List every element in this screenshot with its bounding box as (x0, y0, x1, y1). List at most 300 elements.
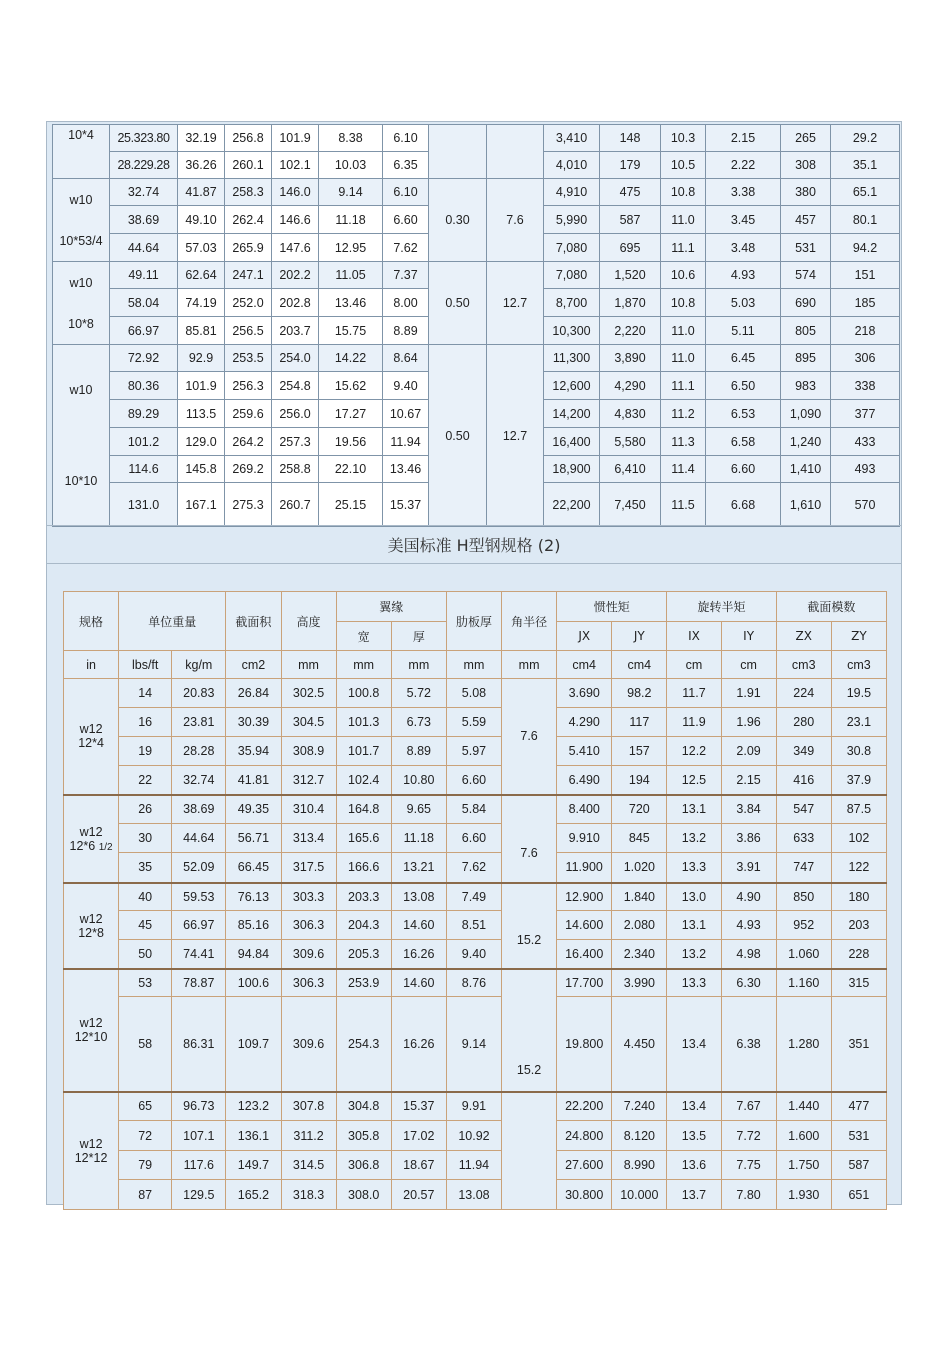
table-cell: 58 (119, 997, 172, 1092)
table-cell: 66.97 (110, 317, 178, 345)
section-title: 美国标准 H型钢规格 (2) (47, 525, 901, 564)
table-cell: 13.08 (391, 883, 446, 911)
table-cell: 100.8 (336, 679, 391, 708)
table-row (64, 883, 887, 911)
document-panel (46, 121, 902, 1205)
header-height: 高度 (281, 592, 336, 651)
table-cell: 1.840 (612, 883, 667, 911)
table-cell: 5.97 (446, 737, 501, 766)
table-cell: 317.5 (281, 853, 336, 883)
table-cell: 1,410 (781, 456, 831, 483)
table-cell: 15.37 (383, 483, 429, 527)
table-cell: 8.76 (446, 969, 501, 997)
table-cell: 4,010 (544, 152, 600, 179)
web-thickness-cell (429, 125, 487, 179)
spec-label-b (53, 474, 109, 488)
unit-cell: cm3 (831, 651, 886, 679)
table-cell: 256.3 (225, 372, 272, 400)
spec-label-b (53, 234, 109, 248)
table-cell: 10.3 (661, 125, 706, 152)
table-cell: 164.8 (336, 795, 391, 824)
table-cell: 30 (119, 824, 172, 853)
table-cell: 79 (119, 1151, 172, 1180)
radius-cell: 7.6 (487, 179, 544, 262)
table-cell: 11.900 (557, 853, 612, 883)
table-cell: 6.30 (721, 969, 776, 997)
table-cell: 10.5 (661, 152, 706, 179)
table-cell: 587 (831, 1151, 886, 1180)
table-cell: 80.1 (831, 206, 900, 234)
table-cell: 318.3 (281, 1180, 336, 1210)
table-row (53, 125, 900, 152)
spec-label-a: w10 (69, 383, 93, 398)
table-cell: 11.0 (661, 345, 706, 372)
table-cell: 3.690 (557, 679, 612, 708)
table-cell: 4.290 (557, 708, 612, 737)
table-cell: 258.3 (225, 179, 272, 206)
spec-label-stack (53, 345, 109, 526)
table-cell: 10.000 (612, 1180, 667, 1210)
top-table (52, 124, 900, 527)
spec-label-a: w12 (79, 722, 103, 737)
table-cell: 7.72 (721, 1121, 776, 1151)
table-cell: 306 (831, 345, 900, 372)
table-cell: 78.87 (172, 969, 226, 997)
spec-cell (53, 125, 110, 179)
table-cell: 3.990 (612, 969, 667, 997)
table-cell: 10.8 (661, 179, 706, 206)
table-cell: 7.49 (446, 883, 501, 911)
table-cell: 2,220 (600, 317, 661, 345)
table-cell: 114.6 (110, 456, 178, 483)
table-cell: 30.800 (557, 1180, 612, 1210)
table-cell: 74.41 (172, 940, 226, 969)
table-cell: 1,520 (600, 262, 661, 289)
table-cell: 303.3 (281, 883, 336, 911)
header-spec: 规格 (64, 592, 119, 651)
table-cell: 149.7 (226, 1151, 281, 1180)
table-cell: 850 (776, 883, 831, 911)
unit-cell: mm (391, 651, 446, 679)
table-cell: 247.1 (225, 262, 272, 289)
table-cell: 16,400 (544, 428, 600, 456)
table-cell: 12.2 (667, 737, 721, 766)
table-cell: 312.7 (281, 766, 336, 795)
table-cell: 25.323.80 (110, 125, 178, 152)
table-cell: 309.6 (281, 940, 336, 969)
spec-label-b (64, 1030, 118, 1044)
table-cell: 15.75 (319, 317, 383, 345)
table-cell: 12.900 (557, 883, 612, 911)
table-cell: 203.7 (272, 317, 319, 345)
table-cell: 30.39 (226, 708, 281, 737)
spec-label-stack (53, 179, 109, 261)
table-cell: 11.1 (661, 234, 706, 262)
units-row (64, 651, 887, 679)
table-cell: 9.65 (391, 795, 446, 824)
spec-label-stack (64, 1137, 118, 1165)
table-cell: 315 (831, 969, 886, 997)
table-cell: 349 (776, 737, 831, 766)
table-cell: 19.56 (319, 428, 383, 456)
table-cell: 306.3 (281, 969, 336, 997)
spec-label-b (53, 317, 109, 331)
table-cell: 44.64 (110, 234, 178, 262)
table-cell: 256.8 (225, 125, 272, 152)
table-row (64, 1151, 887, 1180)
table-cell: 113.5 (178, 400, 225, 428)
spec-label-a: w12 (79, 1016, 103, 1030)
table-cell: 7,450 (600, 483, 661, 527)
spec-cell (64, 883, 119, 969)
table-cell: 845 (612, 824, 667, 853)
table-cell: 5.59 (446, 708, 501, 737)
table-cell: 983 (781, 372, 831, 400)
spec-cell (64, 1092, 119, 1210)
table-cell: 8.51 (446, 911, 501, 940)
table-cell: 257.3 (272, 428, 319, 456)
table-cell: 6.58 (706, 428, 781, 456)
table-cell: 19.800 (557, 997, 612, 1092)
table-cell: 13.5 (667, 1121, 721, 1151)
table-cell: 6.60 (446, 824, 501, 853)
table-cell: 66.97 (172, 911, 226, 940)
table-cell: 3.91 (721, 853, 776, 883)
spec-label-b-main: 10*53/4 (59, 233, 103, 248)
table-cell: 547 (776, 795, 831, 824)
table-row (64, 997, 887, 1092)
table-cell: 306.3 (281, 911, 336, 940)
table-row (64, 766, 887, 795)
table-cell: 13.46 (383, 456, 429, 483)
table-cell: 76.13 (226, 883, 281, 911)
table-cell: 26.84 (226, 679, 281, 708)
table-cell: 16.26 (391, 997, 446, 1092)
table-cell: 74.19 (178, 289, 225, 317)
header-web: 肋板厚 (446, 592, 501, 651)
table-cell: 13.08 (446, 1180, 501, 1210)
table-cell: 58.04 (110, 289, 178, 317)
table-row (64, 679, 887, 708)
table-cell: 18,900 (544, 456, 600, 483)
table-cell: 493 (831, 456, 900, 483)
table-cell: 165.2 (226, 1180, 281, 1210)
table-cell: 22.10 (319, 456, 383, 483)
header-inertia: 惯性矩 (557, 592, 667, 622)
table-cell: 260.7 (272, 483, 319, 527)
table-cell: 148 (600, 125, 661, 152)
table-cell: 306.8 (336, 1151, 391, 1180)
table-cell: 10.92 (446, 1121, 501, 1151)
table-cell: 252.0 (225, 289, 272, 317)
table-cell: 9.40 (446, 940, 501, 969)
table-cell: 26 (119, 795, 172, 824)
table-cell: 6.73 (391, 708, 446, 737)
table-cell: 952 (776, 911, 831, 940)
table-cell: 9.14 (446, 997, 501, 1092)
spec-label-a: 10*4 (68, 128, 94, 142)
spec-label-stack (64, 912, 118, 940)
table-cell: 11.94 (383, 428, 429, 456)
table-row (53, 262, 900, 289)
table-cell: 22,200 (544, 483, 600, 527)
table-cell: 13.6 (667, 1151, 721, 1180)
spec-label-stack (64, 722, 118, 750)
table-cell: 264.2 (225, 428, 272, 456)
table-cell: 2.080 (612, 911, 667, 940)
table-cell: 28.28 (172, 737, 226, 766)
table-cell: 85.16 (226, 911, 281, 940)
table-cell: 146.0 (272, 179, 319, 206)
table-cell: 570 (831, 483, 900, 527)
table-cell: 5.03 (706, 289, 781, 317)
unit-cell: mm (336, 651, 391, 679)
table-cell: 3.38 (706, 179, 781, 206)
table-cell: 92.9 (178, 345, 225, 372)
table-cell: 52.09 (172, 853, 226, 883)
table-row (64, 940, 887, 969)
spec-cell (53, 345, 110, 527)
radius-cell: 15.2 (502, 969, 557, 1092)
table-cell: 3.48 (706, 234, 781, 262)
table-cell: 123.2 (226, 1092, 281, 1121)
table-cell: 1.91 (721, 679, 776, 708)
table-cell: 6.10 (383, 125, 429, 152)
table-row (53, 179, 900, 206)
table-cell: 7,080 (544, 234, 600, 262)
table-cell: 651 (831, 1180, 886, 1210)
table-cell: 72 (119, 1121, 172, 1151)
table-cell: 254.0 (272, 345, 319, 372)
table-cell: 41.87 (178, 179, 225, 206)
table-cell: 4.90 (721, 883, 776, 911)
table-cell: 313.4 (281, 824, 336, 853)
table-cell: 13.7 (667, 1180, 721, 1210)
spec-label-b (64, 839, 118, 853)
table-cell: 531 (781, 234, 831, 262)
table-cell: 262.4 (225, 206, 272, 234)
spec-label-b-main: 10*10 (64, 473, 98, 488)
table-cell: 50 (119, 940, 172, 969)
spec-label-a: w12 (79, 824, 103, 839)
table-cell: 11.18 (391, 824, 446, 853)
table-cell: 1.96 (721, 708, 776, 737)
table-cell: 131.0 (110, 483, 178, 527)
table-cell: 587 (600, 206, 661, 234)
spec-label-b-main: 12*6 (69, 838, 96, 853)
table-cell: 10.6 (661, 262, 706, 289)
table-cell: 633 (776, 824, 831, 853)
table-cell: 1,240 (781, 428, 831, 456)
table-cell: 7.240 (612, 1092, 667, 1121)
header-jy: JY (612, 622, 667, 651)
unit-cell: lbs/ft (119, 651, 172, 679)
table-cell: 56.71 (226, 824, 281, 853)
table-cell: 1.160 (776, 969, 831, 997)
table-cell: 11.3 (661, 428, 706, 456)
table-cell: 11.7 (667, 679, 721, 708)
table-cell: 11.1 (661, 372, 706, 400)
header-unit-weight: 单位重量 (119, 592, 226, 651)
table-cell: 7.67 (721, 1092, 776, 1121)
table-cell: 8.400 (557, 795, 612, 824)
table-cell: 12,600 (544, 372, 600, 400)
table-cell: 32.74 (110, 179, 178, 206)
table-cell: 8.00 (383, 289, 429, 317)
table-cell: 45 (119, 911, 172, 940)
table-cell: 1.930 (776, 1180, 831, 1210)
table-cell: 62.64 (178, 262, 225, 289)
table-cell: 203.3 (336, 883, 391, 911)
table-cell: 338 (831, 372, 900, 400)
table-cell: 101.9 (272, 125, 319, 152)
table-cell: 11.9 (667, 708, 721, 737)
table-cell: 6,410 (600, 456, 661, 483)
table-cell: 102.1 (272, 152, 319, 179)
table-cell: 122 (831, 853, 886, 883)
table-cell: 89.29 (110, 400, 178, 428)
table-cell: 66.45 (226, 853, 281, 883)
table-cell: 275.3 (225, 483, 272, 527)
table-cell: 157 (612, 737, 667, 766)
table-cell: 256.0 (272, 400, 319, 428)
radius-cell: 12.7 (487, 345, 544, 527)
table-cell: 304.8 (336, 1092, 391, 1121)
table-cell: 17.02 (391, 1121, 446, 1151)
header-flange-thick: 厚 (391, 622, 446, 651)
table-cell: 49.35 (226, 795, 281, 824)
table-cell: 202.8 (272, 289, 319, 317)
table-cell: 8.38 (319, 125, 383, 152)
table-cell: 101.9 (178, 372, 225, 400)
table-cell: 433 (831, 428, 900, 456)
spec-label-b (64, 926, 118, 940)
table-cell: 19 (119, 737, 172, 766)
bottom-spec-table (63, 591, 887, 1210)
table-cell: 87.5 (831, 795, 886, 824)
table-cell: 53 (119, 969, 172, 997)
table-cell: 7.37 (383, 262, 429, 289)
table-cell: 147.6 (272, 234, 319, 262)
table-cell: 16 (119, 708, 172, 737)
unit-cell: cm (721, 651, 776, 679)
table-cell: 1,610 (781, 483, 831, 527)
table-cell: 309.6 (281, 997, 336, 1092)
spec-label-b (64, 736, 118, 750)
table-cell: 228 (831, 940, 886, 969)
table-cell: 4.450 (612, 997, 667, 1092)
radius-cell (502, 1092, 557, 1210)
table-cell: 44.64 (172, 824, 226, 853)
table-cell: 10,300 (544, 317, 600, 345)
spec-label-b-main: 12*4 (78, 736, 104, 751)
header-ix: IX (667, 622, 721, 651)
table-cell: 80.36 (110, 372, 178, 400)
table-cell: 8.120 (612, 1121, 667, 1151)
table-cell: 5.410 (557, 737, 612, 766)
table-cell: 265 (781, 125, 831, 152)
table-cell: 13.2 (667, 940, 721, 969)
table-cell: 12.95 (319, 234, 383, 262)
radius-cell: 7.6 (502, 679, 557, 795)
table-cell: 6.53 (706, 400, 781, 428)
spec-label-a: w10 (69, 275, 93, 290)
table-cell: 6.45 (706, 345, 781, 372)
unit-cell: cm3 (776, 651, 831, 679)
table-cell: 4,290 (600, 372, 661, 400)
unit-cell: cm4 (612, 651, 667, 679)
table-cell: 5,990 (544, 206, 600, 234)
table-cell: 8.990 (612, 1151, 667, 1180)
table-cell: 308 (781, 152, 831, 179)
table-cell: 57.03 (178, 234, 225, 262)
table-cell: 146.6 (272, 206, 319, 234)
spec-cell (64, 969, 119, 1092)
table-cell: 7.62 (446, 853, 501, 883)
table-cell: 10.80 (391, 766, 446, 795)
table-cell: 23.1 (831, 708, 886, 737)
spec-cell (64, 795, 119, 883)
top-spec-table (52, 124, 899, 522)
table-cell: 218 (831, 317, 900, 345)
table-cell: 117.6 (172, 1151, 226, 1180)
table-cell: 477 (831, 1092, 886, 1121)
table-cell: 129.5 (172, 1180, 226, 1210)
table-cell: 16.26 (391, 940, 446, 969)
table-cell: 13.3 (667, 969, 721, 997)
spec-label-stack (53, 262, 109, 344)
web-thickness-cell: 0.30 (429, 179, 487, 262)
table-cell: 28.229.28 (110, 152, 178, 179)
table-cell: 179 (600, 152, 661, 179)
unit-cell: cm4 (557, 651, 612, 679)
table-cell: 14,200 (544, 400, 600, 428)
table-cell: 17.27 (319, 400, 383, 428)
unit-cell: in (64, 651, 119, 679)
table-cell: 32.19 (178, 125, 225, 152)
table-cell: 5.08 (446, 679, 501, 708)
table-cell: 35.1 (831, 152, 900, 179)
table-cell: 29.2 (831, 125, 900, 152)
table-cell: 269.2 (225, 456, 272, 483)
spec-cell (53, 262, 110, 345)
table-cell: 4.93 (706, 262, 781, 289)
table-cell: 41.81 (226, 766, 281, 795)
table-cell: 32.74 (172, 766, 226, 795)
table-cell: 265.9 (225, 234, 272, 262)
table-cell: 129.0 (178, 428, 225, 456)
table-cell: 35 (119, 853, 172, 883)
table-cell: 202.2 (272, 262, 319, 289)
table-cell: 747 (776, 853, 831, 883)
bottom-table (63, 591, 887, 1210)
table-cell: 1.600 (776, 1121, 831, 1151)
table-cell: 38.69 (110, 206, 178, 234)
table-cell: 3,890 (600, 345, 661, 372)
table-cell: 6.60 (706, 456, 781, 483)
unit-cell: cm2 (226, 651, 281, 679)
table-row (64, 1180, 887, 1210)
table-cell: 805 (781, 317, 831, 345)
radius-cell (487, 125, 544, 179)
table-cell: 65 (119, 1092, 172, 1121)
table-row (64, 795, 887, 824)
unit-cell: cm (667, 651, 721, 679)
spec-cell (53, 179, 110, 262)
table-cell: 10.67 (383, 400, 429, 428)
unit-cell: mm (502, 651, 557, 679)
table-cell: 11,300 (544, 345, 600, 372)
